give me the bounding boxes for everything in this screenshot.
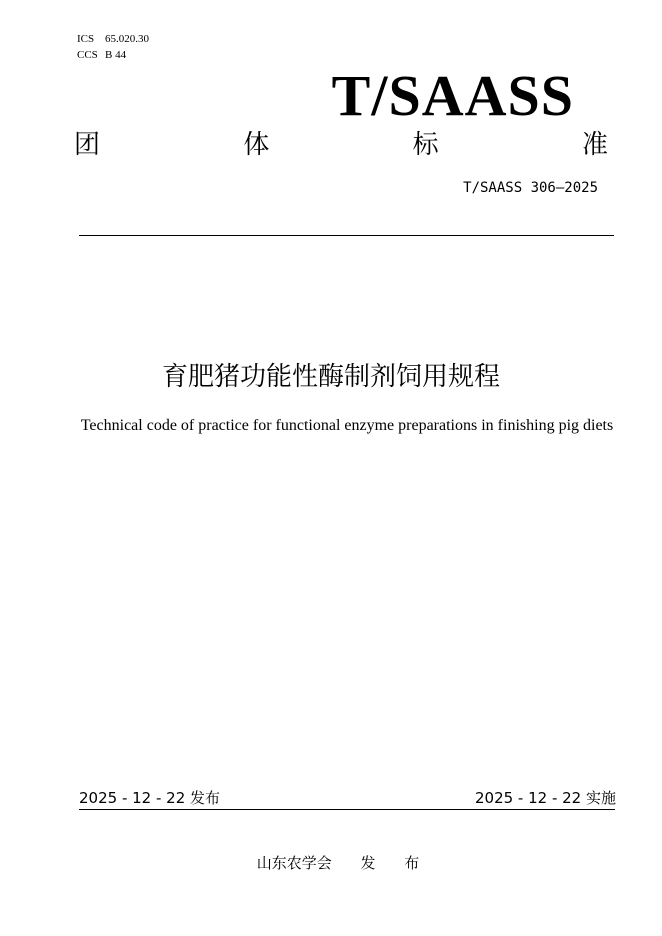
footer-divider [79,809,615,810]
document-title-chinese: 育肥猪功能性酶制剂饲用规程 [161,362,500,392]
classification-codes [77,31,149,63]
ccs-line [77,47,149,63]
publish-date: 2025 - 12 - 22 发布 [79,789,221,807]
standard-logo: T/SAASS [331,63,574,128]
kind-char: 体 [243,130,270,160]
document-title-english: Technical code of practice for functional enzyme preparations in finishing pig diets [80,417,614,434]
header-divider [79,235,614,236]
standard-kind [74,128,608,162]
ccs-label: CCS [77,49,98,61]
standard-code: T/SAASS 306—2025 [463,180,598,196]
kind-char: 准 [581,130,608,160]
publisher: 山东农学会 发 布 [256,854,420,872]
ics-code: 65.020.30 [105,33,149,45]
ccs-code: B 44 [105,49,127,61]
ics-label: ICS [77,33,95,45]
kind-char: 标 [412,130,439,160]
implement-date: 2025 - 12 - 22 实施 [474,789,616,807]
kind-char: 团 [74,130,101,160]
ics-line [77,31,149,47]
